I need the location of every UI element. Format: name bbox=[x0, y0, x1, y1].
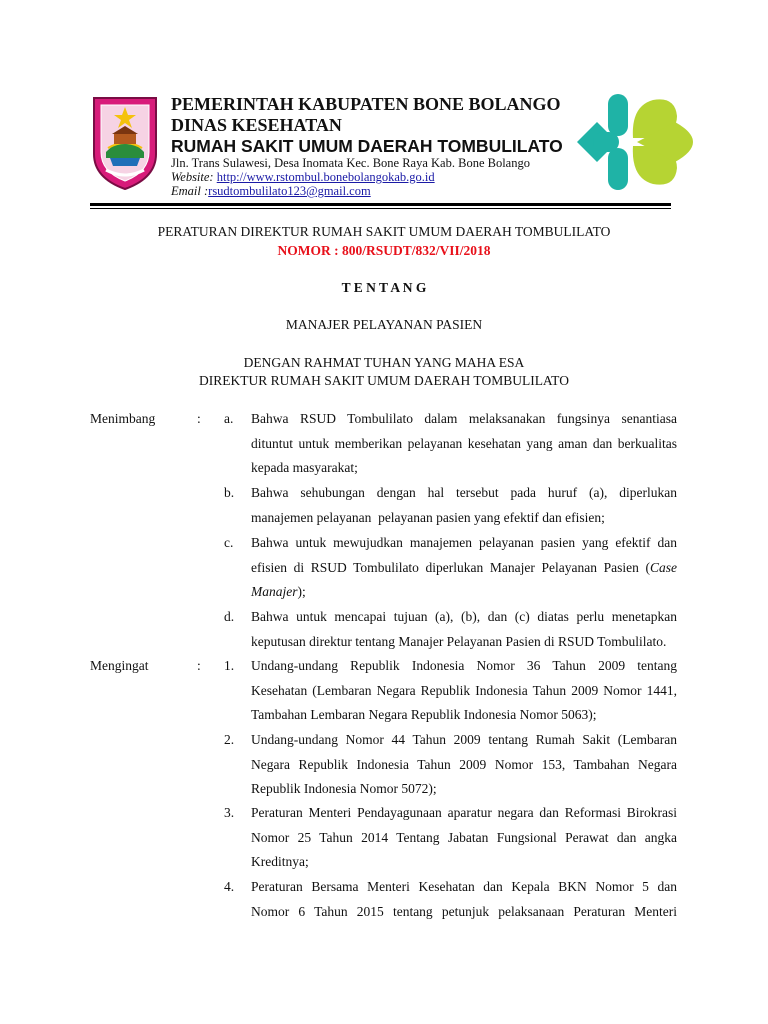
menimbang-marker-d: d. bbox=[224, 609, 235, 624]
website-link[interactable]: http://www.rstombul.bonebolangokab.go.id bbox=[216, 170, 435, 184]
text-line: Manajer); bbox=[251, 584, 306, 599]
mengingat-item-2 bbox=[251, 728, 677, 802]
text-line: manajemen pelayanan pelayanan pasien yang efektif dan efisien; bbox=[251, 509, 605, 525]
text-line: Negara Republik Indonesia Tahun 2009 Nomor 153, Tambahan Negara bbox=[251, 756, 677, 772]
text-line: dituntut untuk memberikan pelayanan kesehatan yang aman dan berkualitas bbox=[251, 435, 677, 451]
text-line: Bahwa RSUD Tombulilato dalam melaksanakan fungsinya senantiasa bbox=[251, 411, 677, 426]
subject-heading: MANAJER PELAYANAN PASIEN bbox=[285, 317, 483, 332]
regulation-title: PERATURAN DIREKTUR RUMAH SAKIT UMUM DAERAH TOMBULILATO bbox=[157, 224, 611, 239]
menimbang-item-d bbox=[251, 605, 677, 654]
letterhead-email bbox=[171, 184, 371, 198]
menimbang-item-b bbox=[251, 481, 677, 530]
text-line: Republik Indonesia Nomor 5072); bbox=[251, 781, 437, 796]
website-label: Website: bbox=[171, 170, 217, 184]
email-label: Email : bbox=[171, 184, 209, 198]
menimbang-label: Menimbang bbox=[90, 411, 156, 426]
menimbang-item-a bbox=[251, 407, 677, 481]
text-line: Kesehatan (Lembaran Negara Republik Indonesia Tahun 2009 Nomor 1441, bbox=[251, 682, 677, 698]
letterhead-rule-thin bbox=[90, 208, 671, 209]
mengingat-colon: : bbox=[197, 658, 201, 673]
text-line: Nomor 6 Tahun 2015 tentang petunjuk pelaksanaan Peraturan Menteri bbox=[251, 903, 677, 919]
letterhead-website bbox=[171, 170, 435, 184]
email-link[interactable]: rsudtombulilato123@gmail.com bbox=[208, 184, 371, 198]
mengingat-marker-4: 4. bbox=[224, 879, 235, 894]
mengingat-item-4 bbox=[251, 875, 677, 924]
mengingat-marker-1: 1. bbox=[224, 658, 235, 673]
text-line: Bahwa untuk mewujudkan manajemen pelayanan pasien yang efektif dan bbox=[251, 535, 677, 550]
director-heading: DIREKTUR RUMAH SAKIT UMUM DAERAH TOMBULILATO bbox=[199, 373, 569, 388]
text-line: Undang-undang Nomor 44 Tahun 2009 tentang Rumah Sakit (Lembaran bbox=[251, 732, 677, 747]
text-line: Undang-undang Republik Indonesia Nomor 36 Tahun 2009 tentang bbox=[251, 658, 677, 673]
menimbang-marker-a: a. bbox=[224, 411, 234, 426]
menimbang-marker-c: c. bbox=[224, 535, 234, 550]
mengingat-label: Mengingat bbox=[90, 658, 149, 673]
text-line: Peraturan Menteri Pendayagunaan aparatur negara dan Reformasi Birokrasi bbox=[251, 805, 677, 820]
menimbang-marker-b: b. bbox=[224, 485, 235, 500]
menimbang-item-c bbox=[251, 531, 677, 605]
mengingat-item-3 bbox=[251, 801, 677, 875]
menimbang-colon: : bbox=[197, 411, 201, 426]
hospital-logo-icon bbox=[575, 92, 695, 192]
text-line: Peraturan Bersama Menteri Kesehatan dan Kepala BKN Nomor 5 dan bbox=[251, 879, 677, 894]
letterhead-rule-thick bbox=[90, 203, 671, 206]
tentang-heading: T E N T A N G bbox=[341, 280, 427, 295]
text-line: Kreditnya; bbox=[251, 854, 309, 869]
text-line: keputusan direktur tentang Manajer Pelayanan Pasien di RSUD Tombulilato. bbox=[251, 633, 667, 649]
letterhead bbox=[0, 0, 768, 215]
letterhead-line-3: RUMAH SAKIT UMUM DAERAH TOMBULILATO bbox=[171, 136, 563, 156]
regency-seal-icon bbox=[88, 92, 162, 192]
text-line: efisien di RSUD Tombulilato diperlukan Manajer Pelayanan Pasien (Case bbox=[251, 559, 677, 575]
letterhead-line-1: PEMERINTAH KABUPATEN BONE BOLANGO bbox=[171, 94, 561, 114]
mengingat-marker-2: 2. bbox=[224, 732, 235, 747]
text-line: Bahwa sehubungan dengan hal tersebut pada huruf (a), diperlukan bbox=[251, 485, 677, 500]
text-line: Nomor 25 Tahun 2014 Tentang Jabatan Fungsional Perawat dan angka bbox=[251, 829, 677, 845]
letterhead-line-2: DINAS KESEHATAN bbox=[171, 115, 342, 135]
letterhead-address: Jln. Trans Sulawesi, Desa Inomata Kec. Bone Raya Kab. Bone Bolango bbox=[171, 156, 530, 170]
blessing-heading: DENGAN RAHMAT TUHAN YANG MAHA ESA bbox=[243, 355, 525, 370]
text-line: Bahwa untuk mencapai tujuan (a), (b), dan (c) diatas perlu menetapkan bbox=[251, 609, 677, 624]
text-line: kepada masyarakat; bbox=[251, 460, 358, 475]
mengingat-item-1 bbox=[251, 654, 677, 728]
regulation-number: NOMOR : 800/RSUDT/832/VII/2018 bbox=[277, 243, 491, 258]
text-line: Tambahan Lembaran Negara Republik Indonesia Nomor 5063); bbox=[251, 707, 597, 722]
mengingat-marker-3: 3. bbox=[224, 805, 235, 820]
